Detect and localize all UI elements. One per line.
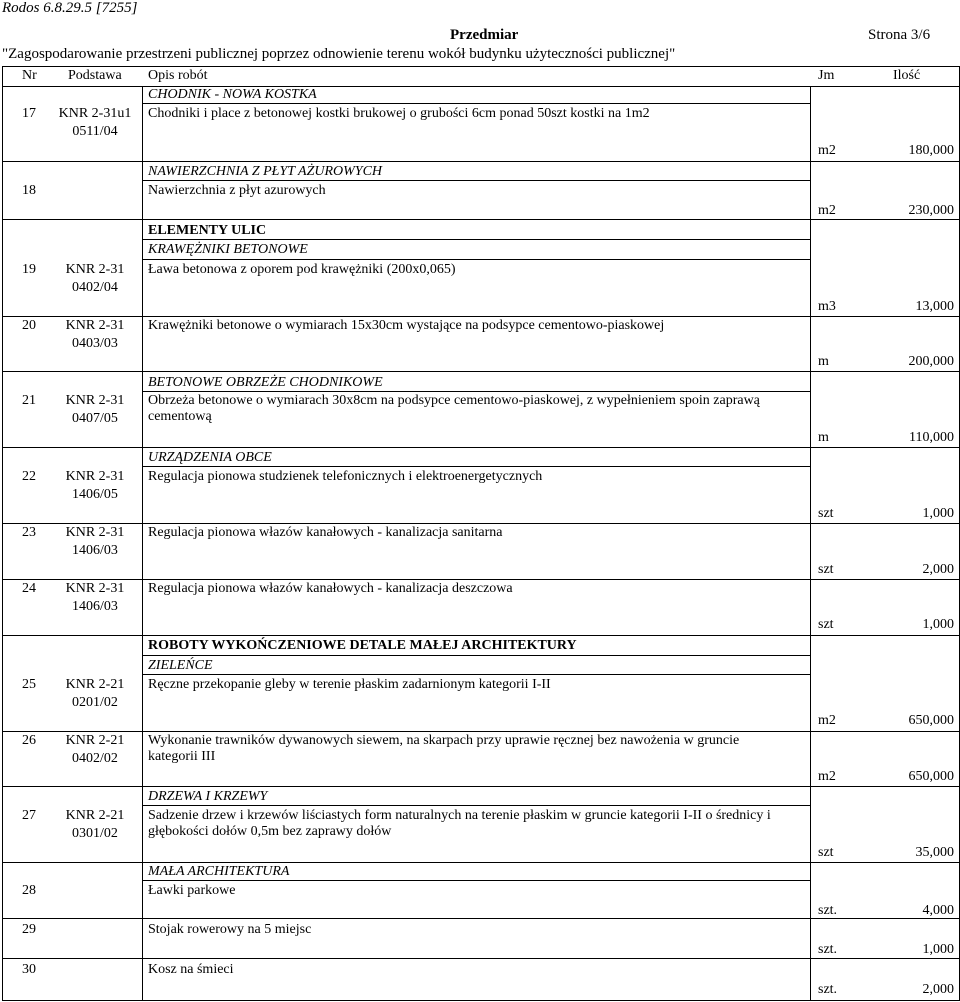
item-nr: 19 [22, 262, 36, 277]
item-basis: KNR 2-31u1 [58, 106, 132, 121]
item-unit: szt. [818, 982, 838, 997]
item-qty: 1,000 [922, 506, 954, 521]
item-nr: 18 [22, 183, 36, 198]
item-basis-code: 0407/05 [72, 411, 118, 426]
item-basis-code: 1406/05 [72, 487, 118, 502]
item-desc: Kosz na śmieci [148, 962, 234, 977]
col-qty: Ilość [893, 68, 921, 83]
item-basis: KNR 2-21 [65, 677, 125, 692]
item-desc: Wykonanie trawników dywanowych siewem, na skarpach przy uprawie ręcznej bez nawożenia w gruncie kategorii III [148, 733, 740, 764]
item-desc: Stojak rowerowy na 5 miejsc [148, 922, 312, 937]
section-header: CHODNIK - NOWA KOSTKA [148, 87, 317, 102]
section-header: DRZEWA I KRZEWY [148, 789, 268, 804]
item-basis-code: 1406/03 [72, 599, 118, 614]
item-basis: KNR 2-31 [65, 262, 125, 277]
section-header: BETONOWE OBRZEŻE CHODNIKOWE [148, 375, 383, 390]
item-nr: 23 [22, 525, 36, 540]
section-header: NAWIERZCHNIA Z PŁYT AŻUROWYCH [148, 164, 383, 179]
item-desc: Ławki parkowe [148, 883, 236, 898]
item-nr: 22 [22, 469, 36, 484]
item-nr: 25 [22, 677, 36, 692]
item-nr: 29 [22, 922, 36, 937]
item-nr: 30 [22, 962, 36, 977]
item-desc: Sadzenie drzew i krzewów liściastych form naturalnych na terenie płaskim w gruncie kategorii I-II o średnicy i głębokości dołów 0,5m bez zaprawy dołów [148, 808, 771, 839]
page-label: Strona 3/6 [868, 27, 931, 43]
item-desc: Obrzeża betonowe o wymiarach 30x8cm na podsypce cementowo-piaskowej, z wypełnieniem spoin zaprawą cementową [148, 393, 760, 424]
item-basis: KNR 2-31 [65, 525, 125, 540]
item-basis-code: 0402/02 [72, 751, 118, 766]
item-qty: 650,000 [908, 769, 954, 784]
item-qty: 110,000 [909, 430, 954, 445]
section-header: MAŁA ARCHITEKTURA [148, 864, 290, 879]
item-qty: 35,000 [915, 845, 954, 860]
item-qty: 4,000 [922, 903, 954, 918]
item-unit: szt. [818, 903, 838, 918]
item-basis-code: 0201/02 [72, 695, 118, 710]
item-unit: szt. [818, 942, 838, 957]
item-qty: 200,000 [908, 354, 954, 369]
item-unit: szt [818, 506, 834, 521]
item-qty: 2,000 [922, 562, 954, 577]
item-desc: Ręczne przekopanie gleby w terenie płaskim zadarnionym kategorii I-II [148, 677, 551, 692]
section-header: URZĄDZENIA OBCE [148, 450, 272, 465]
item-qty: 13,000 [915, 299, 954, 314]
doc-title: Przedmiar [450, 27, 519, 43]
item-unit: szt [818, 562, 834, 577]
item-unit: m2 [818, 713, 836, 728]
section-header: ROBOTY WYKOŃCZENIOWE DETALE MAŁEJ ARCHITEKTURY [148, 638, 577, 653]
item-unit: m2 [818, 203, 836, 218]
item-qty: 1,000 [922, 617, 954, 632]
item-unit: m3 [818, 299, 836, 314]
item-desc: Regulacja pionowa studzienek telefonicznych i elektroenergetycznych [148, 469, 543, 484]
col-nr: Nr [22, 68, 37, 83]
item-basis-code: 0301/02 [72, 826, 118, 841]
item-unit: m [818, 430, 829, 445]
item-qty: 650,000 [908, 713, 954, 728]
item-basis: KNR 2-31 [65, 469, 125, 484]
item-nr: 20 [22, 318, 36, 333]
item-nr: 26 [22, 733, 36, 748]
item-basis-code: 0403/03 [72, 336, 118, 351]
item-basis-code: 0402/04 [72, 280, 118, 295]
section-header: ELEMENTY ULIC [148, 223, 267, 238]
item-desc: Chodniki i place z betonowej kostki brukowej o grubości 6cm ponad 50szt kostki na 1m2 [148, 106, 650, 121]
item-unit: m2 [818, 769, 836, 784]
item-basis: KNR 2-31 [65, 318, 125, 333]
item-unit: szt [818, 617, 834, 632]
item-desc: Regulacja pionowa włazów kanałowych - kanalizacja deszczowa [148, 581, 513, 596]
col-desc: Opis robót [148, 68, 208, 83]
item-basis: KNR 2-31 [65, 581, 125, 596]
item-unit: m [818, 354, 829, 369]
item-basis-code: 1406/03 [72, 543, 118, 558]
item-desc: Krawężniki betonowe o wymiarach 15x30cm wystające na podsypce cementowo-piaskowej [148, 318, 665, 333]
item-basis: KNR 2-31 [65, 393, 125, 408]
item-nr: 21 [22, 393, 36, 408]
item-nr: 17 [22, 106, 36, 121]
item-nr: 28 [22, 883, 36, 898]
col-basis: Podstawa [68, 68, 122, 83]
project-name: "Zagospodarowanie przestrzeni publicznej poprzez odnowienie terenu wokół budynku użyteczności publicznej" [2, 46, 676, 62]
item-unit: m2 [818, 143, 836, 158]
item-nr: 27 [22, 808, 36, 823]
item-basis-code: 0511/04 [72, 124, 118, 139]
item-desc: Nawierzchnia z płyt azurowych [148, 183, 326, 198]
app-version: Rodos 6.8.29.5 [7255] [2, 0, 138, 16]
item-qty: 2,000 [922, 982, 954, 997]
section-header: KRAWĘŻNIKI BETONOWE [148, 242, 308, 257]
item-basis: KNR 2-21 [65, 808, 125, 823]
item-nr: 24 [22, 581, 36, 596]
item-qty: 230,000 [908, 203, 954, 218]
item-basis: KNR 2-21 [65, 733, 125, 748]
col-unit: Jm [818, 68, 835, 83]
item-unit: szt [818, 845, 834, 860]
section-header: ZIELEŃCE [148, 658, 213, 673]
item-qty: 1,000 [922, 942, 954, 957]
item-qty: 180,000 [908, 143, 954, 158]
item-desc: Regulacja pionowa włazów kanałowych - kanalizacja sanitarna [148, 525, 503, 540]
item-desc: Ława betonowa z oporem pod krawężniki (200x0,065) [148, 262, 456, 277]
